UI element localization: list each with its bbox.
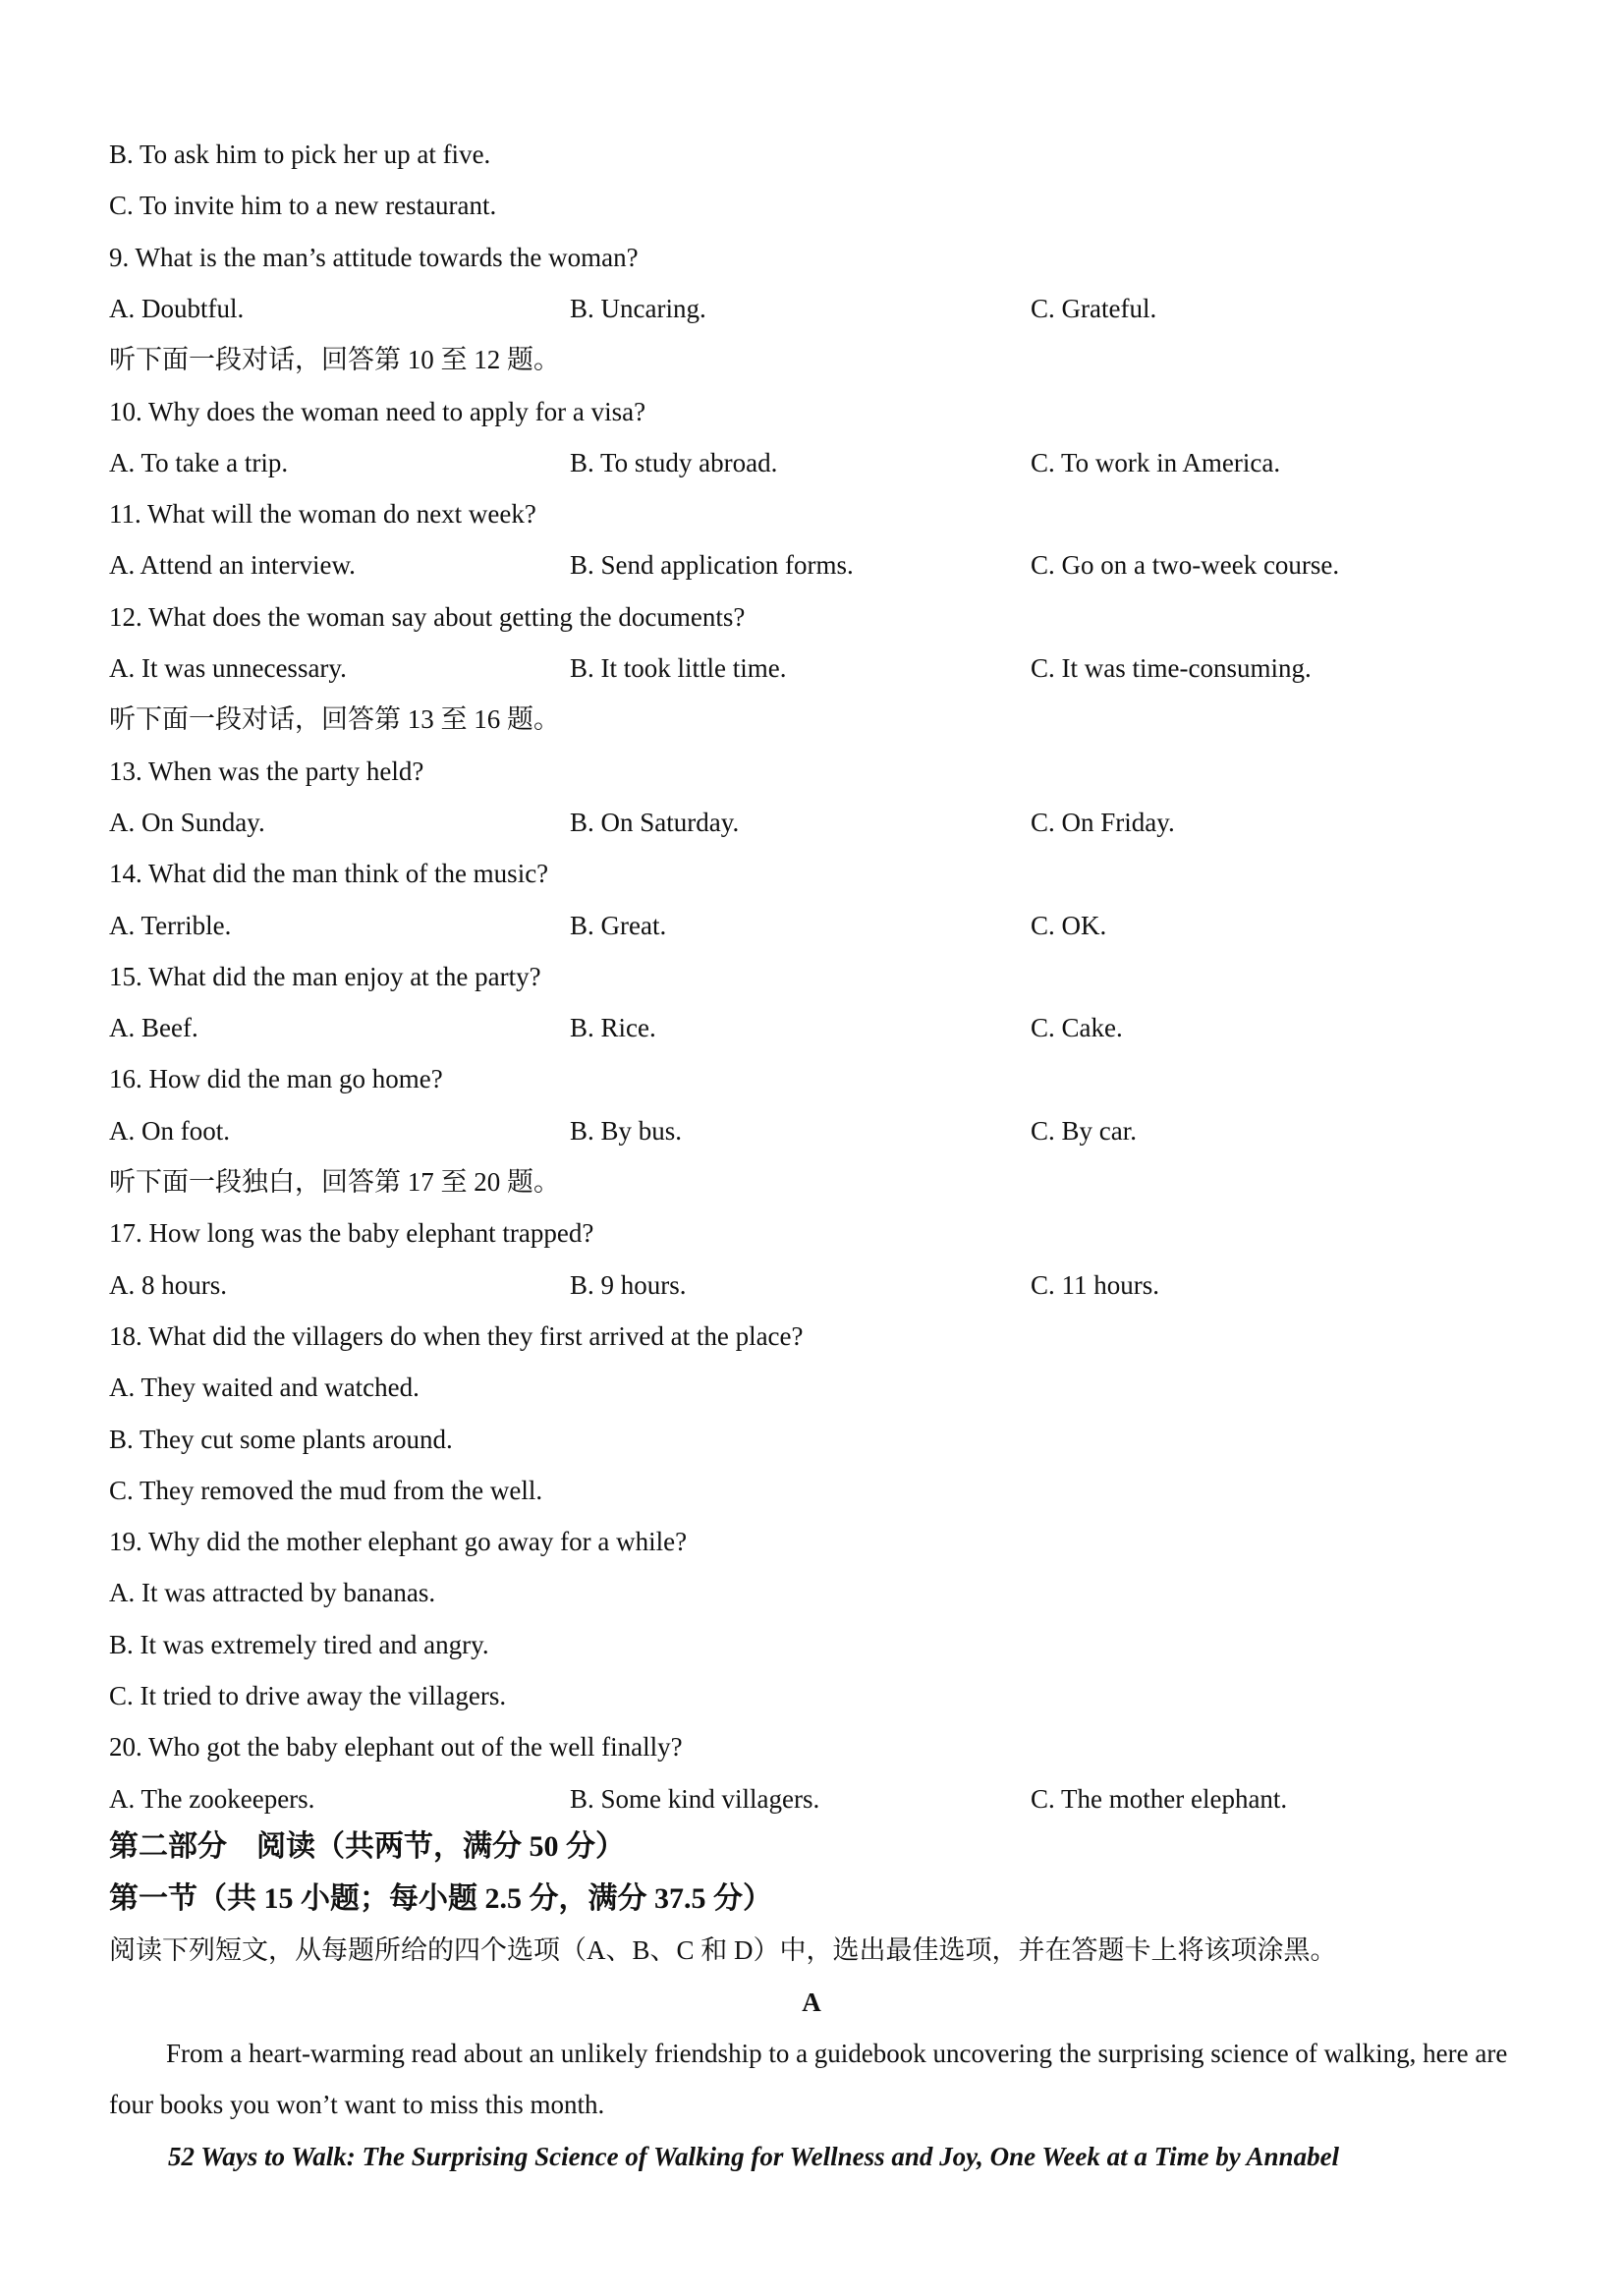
text-line: A. They waited and watched. [109,1372,420,1402]
option-c: C. The mother elephant. [1031,1784,1288,1814]
section1-heading: 第一节（共 15 小题；每小题 2.5 分，满分 37.5 分） [109,1882,772,1915]
text-line: 19. Why did the mother elephant go away for a while? [109,1527,688,1556]
passage-label: A [802,1988,821,2017]
passage-intro: From a heart-warming read about an unlikely friendship to a guidebook uncovering the surprising science of walking, here are four books you won’t want to miss this month. [109,2039,1508,2119]
option-b: B. Great. [570,911,667,940]
option-c: C. 11 hours. [1031,1270,1160,1300]
option-row [109,909,1534,942]
option-c: C. By car. [1031,1116,1137,1146]
option-c: C. On Friday. [1031,808,1175,837]
text-line: B. They cut some plants around. [109,1425,453,1454]
option-a: A. Terrible. [109,911,232,940]
option-a: A. On Sunday. [109,808,265,837]
text-line: C. They removed the mud from the well. [109,1476,543,1505]
option-a: A. It was unnecessary. [109,653,347,683]
text-line: 15. What did the man enjoy at the party? [109,962,541,991]
text-line: C. To invite him to a new restaurant. [109,191,497,220]
option-c: C. It was time-consuming. [1031,653,1312,683]
part2-heading: 第二部分 阅读（共两节，满分 50 分） [109,1830,625,1863]
option-row [109,548,1534,582]
text-line: 18. What did the villagers do when they first arrived at the place? [109,1321,804,1351]
text-line: 16. How did the man go home? [109,1064,443,1093]
option-row [109,1114,1534,1148]
option-b: B. Send application forms. [570,550,854,580]
option-c: C. To work in America. [1031,448,1281,477]
option-b: B. Some kind villagers. [570,1784,820,1814]
option-row [109,806,1534,839]
option-row [109,1268,1534,1302]
option-a: A. To take a trip. [109,448,289,477]
option-c: C. Cake. [1031,1013,1123,1042]
option-a: A. 8 hours. [109,1270,227,1300]
option-b: B. 9 hours. [570,1270,687,1300]
reading-instructions: 阅读下列短文，从每题所给的四个选项（A、B、C 和 D）中，选出最佳选项，并在答题卡上将该项涂黑。 [109,1935,1337,1965]
option-b: B. Rice. [570,1013,656,1042]
option-c: C. OK. [1031,911,1107,940]
text-line: B. To ask him to pick her up at five. [109,140,491,169]
option-row [109,1011,1534,1044]
text-line: 13. When was the party held? [109,756,424,786]
text-line: 12. What does the woman say about getting the documents? [109,602,746,632]
option-b: B. It took little time. [570,653,787,683]
option-a: A. Beef. [109,1013,198,1042]
option-a: A. Attend an interview. [109,550,356,580]
option-b: B. To study abroad. [570,448,778,477]
text-line: C. It tried to drive away the villagers. [109,1681,507,1710]
text-line: 听下面一段对话，回答第 13 至 16 题。 [109,704,560,734]
text-line: B. It was extremely tired and angry. [109,1630,489,1659]
text-line: 9. What is the man’s attitude towards the woman? [109,243,639,272]
option-a: A. The zookeepers. [109,1784,315,1814]
option-row [109,651,1534,685]
book-title: 52 Ways to Walk: The Surprising Science of Walking for Wellness and Joy, One Week at a Time by Annabel [168,2142,1340,2171]
option-c: C. Grateful. [1031,294,1157,323]
text-line: 听下面一段独白，回答第 17 至 20 题。 [109,1167,560,1197]
text-line: 17. How long was the baby elephant trapped? [109,1218,594,1248]
text-line: 20. Who got the baby elephant out of the well finally? [109,1732,683,1762]
text-line: 听下面一段对话，回答第 10 至 12 题。 [109,345,560,374]
text-line: 11. What will the woman do next week? [109,499,536,529]
option-a: A. Doubtful. [109,294,245,323]
option-row [109,1782,1534,1816]
option-b: B. On Saturday. [570,808,740,837]
option-b: B. Uncaring. [570,294,706,323]
option-row [109,292,1534,325]
text-line: 14. What did the man think of the music? [109,859,549,888]
text-line: A. It was attracted by bananas. [109,1578,436,1607]
option-b: B. By bus. [570,1116,683,1146]
option-row [109,446,1534,479]
option-c: C. Go on a two-week course. [1031,550,1340,580]
option-a: A. On foot. [109,1116,230,1146]
text-line: 10. Why does the woman need to apply for a visa? [109,397,646,426]
